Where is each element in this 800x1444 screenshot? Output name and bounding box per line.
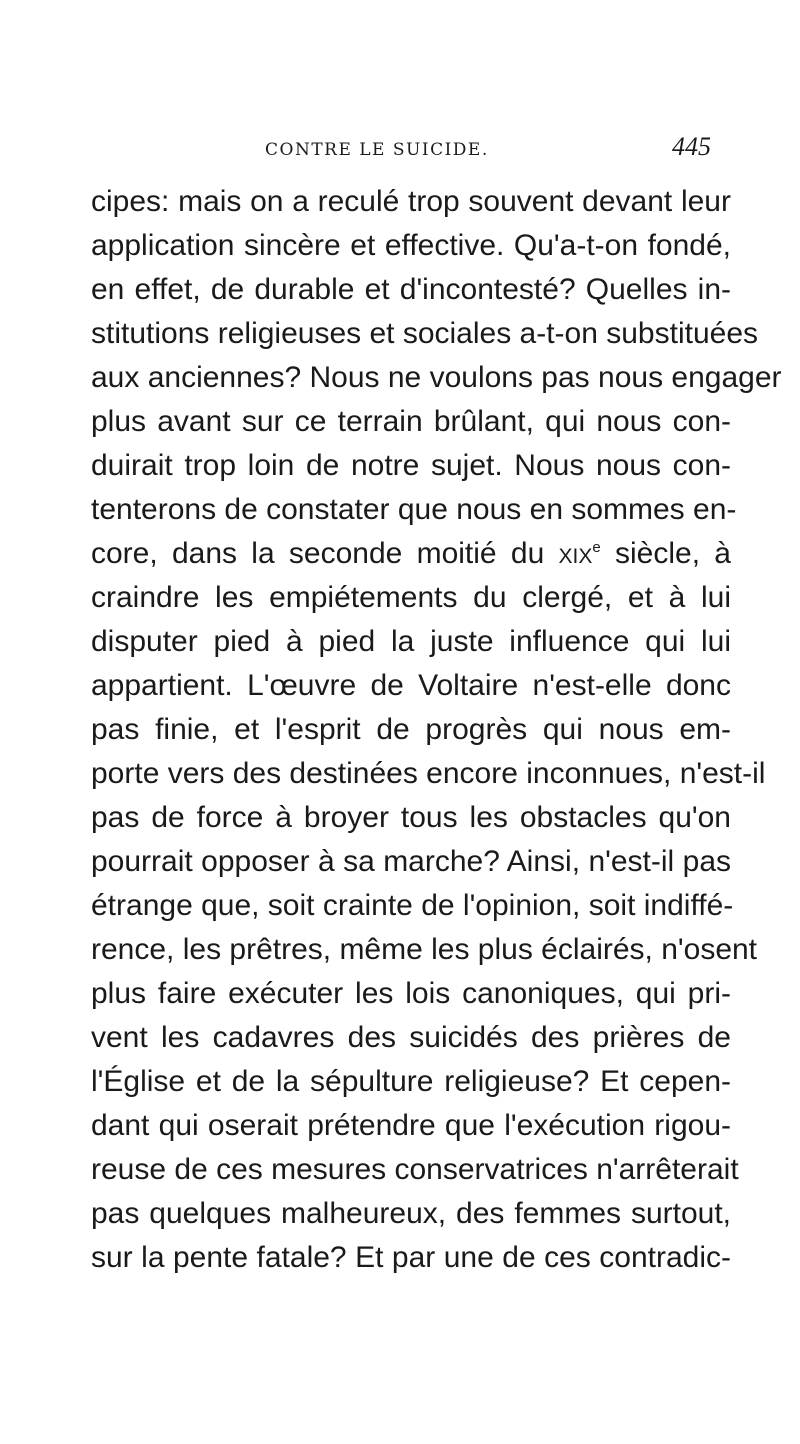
century-numeral: xix bbox=[558, 537, 593, 570]
text-line: tenterons de constater que nous en sommes en- bbox=[91, 493, 737, 526]
body-text bbox=[91, 180, 782, 1280]
text-line: dant qui oserait prétendre que l'exécution rigou- bbox=[91, 1109, 731, 1142]
text-line: aux anciennes? Nous ne voulons pas nous engager bbox=[91, 361, 782, 394]
text-line: plus faire exécuter les lois canoniques, qui pri- bbox=[91, 977, 731, 1010]
text-line: étrange que, soit crainte de l'opinion, soit indiffé- bbox=[91, 889, 734, 922]
text-line bbox=[91, 532, 731, 576]
text-line: appartient. L'œuvre de Voltaire n'est-elle donc bbox=[91, 669, 731, 702]
text-line: plus avant sur ce terrain brûlant, qui nous con- bbox=[91, 405, 731, 438]
page-number: 445 bbox=[672, 132, 711, 161]
text-line: application sincère et effective. Qu'a-t-on fondé, bbox=[91, 229, 731, 262]
text-line: cipes: mais on a reculé trop souvent devant leur bbox=[91, 185, 731, 218]
text-line: pas finie, et l'esprit de progrès qui nous em- bbox=[91, 713, 731, 746]
text-line: vent les cadavres des suicidés des prières de bbox=[91, 1021, 731, 1054]
text-line: pourrait opposer à sa marche? Ainsi, n'est-il pas bbox=[91, 845, 731, 878]
line-text-tail: siècle, à bbox=[600, 537, 731, 570]
text-line: reuse de ces mesures conservatrices n'arrêterait bbox=[91, 1153, 739, 1186]
text-line: duirait trop loin de notre sujet. Nous nous con- bbox=[91, 449, 731, 482]
text-line: craindre les empiétements du clergé, et à lui bbox=[91, 581, 731, 614]
text-line: sur la pente fatale? Et par une de ces contradic- bbox=[91, 1241, 731, 1274]
text-line: pas quelques malheureux, des femmes surtout, bbox=[91, 1197, 731, 1230]
text-line: pas de force à broyer tous les obstacles qu'on bbox=[91, 801, 731, 834]
text-line: rence, les prêtres, même les plus éclairés, n'osent bbox=[91, 933, 758, 966]
text-line: en effet, de durable et d'incontesté? Quelles in- bbox=[91, 273, 731, 306]
text-line: disputer pied à pied la juste influence qui lui bbox=[91, 625, 731, 658]
text-line: l'Église et de la sépulture religieuse? Et cepen- bbox=[91, 1065, 731, 1098]
text-line: stitutions religieuses et sociales a-t-on substituées bbox=[91, 317, 759, 350]
running-title: CONTRE LE SUICIDE. bbox=[265, 140, 489, 160]
century-superscript: e bbox=[592, 539, 601, 556]
line-text: core, dans la seconde moitié du bbox=[91, 537, 559, 570]
text-line: porte vers des destinées encore inconnues, n'est-il bbox=[91, 757, 766, 790]
